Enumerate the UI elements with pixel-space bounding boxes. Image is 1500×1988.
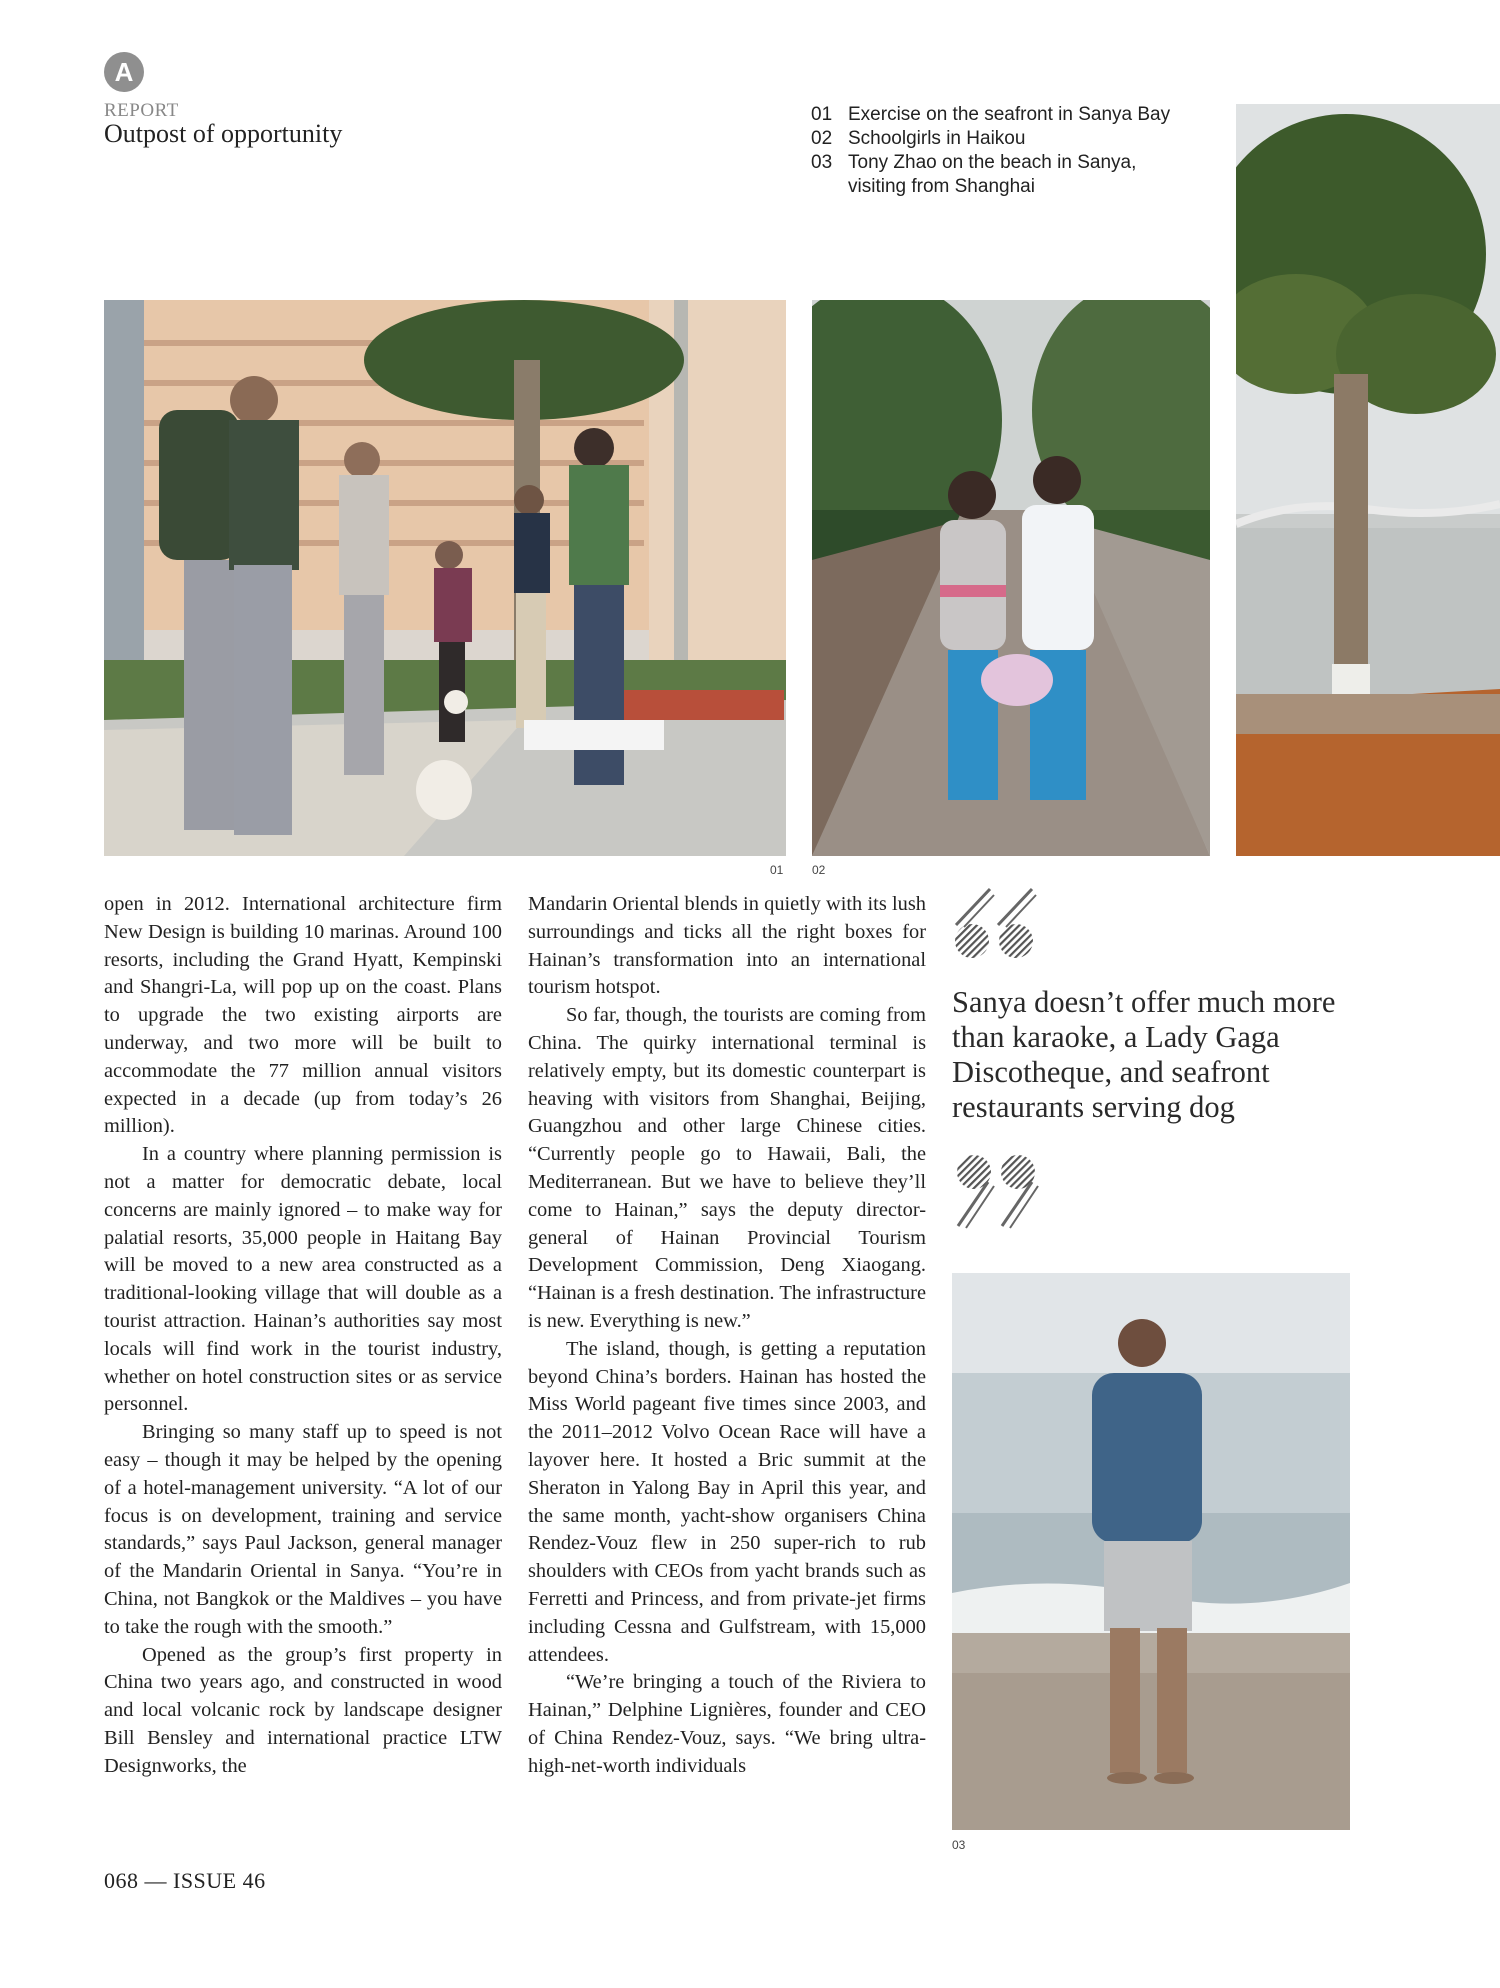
- close-quote-icon: [952, 1152, 1042, 1232]
- caption-number: 01: [811, 104, 833, 125]
- section-label: REPORT: [104, 100, 179, 121]
- body-paragraph: Bringing so many staff up to speed is not easy – though it may be helped by the opening of a hotel-management university. “A lot of our focus is on development, training and service standards,” says Paul Jackson, general manager of the Mandarin Oriental in Sanya. “You’re in China, not Bangkok or the Maldives – you have to take the rough with the smooth.”: [104, 1421, 502, 1638]
- article-headline: Outpost of opportunity: [104, 119, 343, 148]
- caption-number: [811, 175, 848, 199]
- photo-man-on-beach: [952, 1273, 1350, 1830]
- page-folio: 068 — ISSUE 46: [104, 1868, 266, 1893]
- caption-row: [811, 103, 1231, 127]
- caption-number: 02: [811, 128, 833, 149]
- caption-text: Schoolgirls in Haikou: [848, 128, 1026, 149]
- caption-row: [811, 151, 1231, 175]
- caption-text: Tony Zhao on the beach in Sanya,: [848, 152, 1137, 173]
- article-column-1: [104, 891, 502, 1781]
- caption-number: 03: [811, 152, 833, 173]
- caption-row: [811, 127, 1231, 151]
- pull-quote: Sanya doesn’t offer much more than karaoke, a Lady Gaga Discotheque, and seafront restaurants serving dog: [952, 985, 1336, 1124]
- photo-seafront-exercise: [104, 300, 786, 856]
- body-paragraph: Mandarin Oriental blends in quietly with its lush surroundings and ticks all the right boxes for Hainan’s transformation into an international tourism hotspot.: [528, 893, 926, 999]
- body-paragraph: open in 2012. International architecture firm New Design is building 10 marinas. Around 100 resorts, including the Grand Hyatt, Kempinski and Shangri-La, will pop up on the coast. Plans to upgrade the two existing airports are underway, and two more will be built to accommodate the 77 million annual visitors expected in a decade (up from today’s 26 million).: [104, 893, 502, 1138]
- photo-number: 02: [812, 863, 826, 877]
- caption-text: Exercise on the seafront in Sanya Bay: [848, 104, 1171, 125]
- body-paragraph: In a country where planning permission is not a matter for democratic debate, local concerns are mainly ignored – to make way for palatial resorts, 35,000 people in Haitang Bay will be moved to a new area constructed as a traditional-looking village that will double as a tourist attraction. Hainan’s authorities say most locals will find work in the tourist industry, whether on hotel construction sites or as service personnel.: [104, 1143, 502, 1416]
- photo-number: 01: [770, 863, 784, 877]
- photo-palm-tree: [1236, 104, 1500, 856]
- photo-number: 03: [952, 1838, 966, 1852]
- section-badge: A: [104, 52, 144, 92]
- body-paragraph: The island, though, is getting a reputation beyond China’s borders. Hainan has hosted the Miss World pageant five times since 2003, and the 2011–2012 Volvo Ocean Race will have a layover here. It hosted a Bric summit at the Sheraton in Yalong Bay in April this year, and the same month, yacht-show organisers China Rendez-Vouz flew in 250 super-rich to rub shoulders with CEOs from yacht brands such as Ferretti and Princess, and from private-jet firms including Cessna and Gulfstream, with 15,000 attendees.: [528, 1337, 926, 1666]
- body-paragraph: “We’re bringing a touch of the Riviera to Hainan,” Delphine Lignières, founder and CEO of China Rendez-Vouz, says. “We bring ultra-high-net-worth individuals: [528, 1671, 926, 1777]
- caption-text: visiting from Shanghai: [848, 176, 1035, 197]
- photo-captions: [811, 103, 1231, 199]
- body-paragraph: Opened as the group’s first property in China two years ago, and constructed in wood and local volcanic rock by landscape designer Bill Bensley and international practice LTW Designworks, the: [104, 1643, 502, 1777]
- article-column-2: [528, 891, 926, 1781]
- photo-schoolgirls: [812, 300, 1210, 856]
- caption-row: [811, 175, 1231, 199]
- body-paragraph: So far, though, the tourists are coming from China. The quirky international terminal is relatively empty, but its domestic counterpart is heaving with visitors from Shanghai, Beijing, Guangzhou and other large Chinese cities. “Currently people go to Hawaii, Bali, the Mediterranean. But we have to believe they’ll come to Hainan,” says the deputy director-general of Hainan Provincial Tourism Development Commission, Deng Xiaogang. “Hainan is a fresh destination. The infrastructure is new. Everything is new.”: [528, 1004, 926, 1332]
- open-quote-icon: [952, 885, 1042, 961]
